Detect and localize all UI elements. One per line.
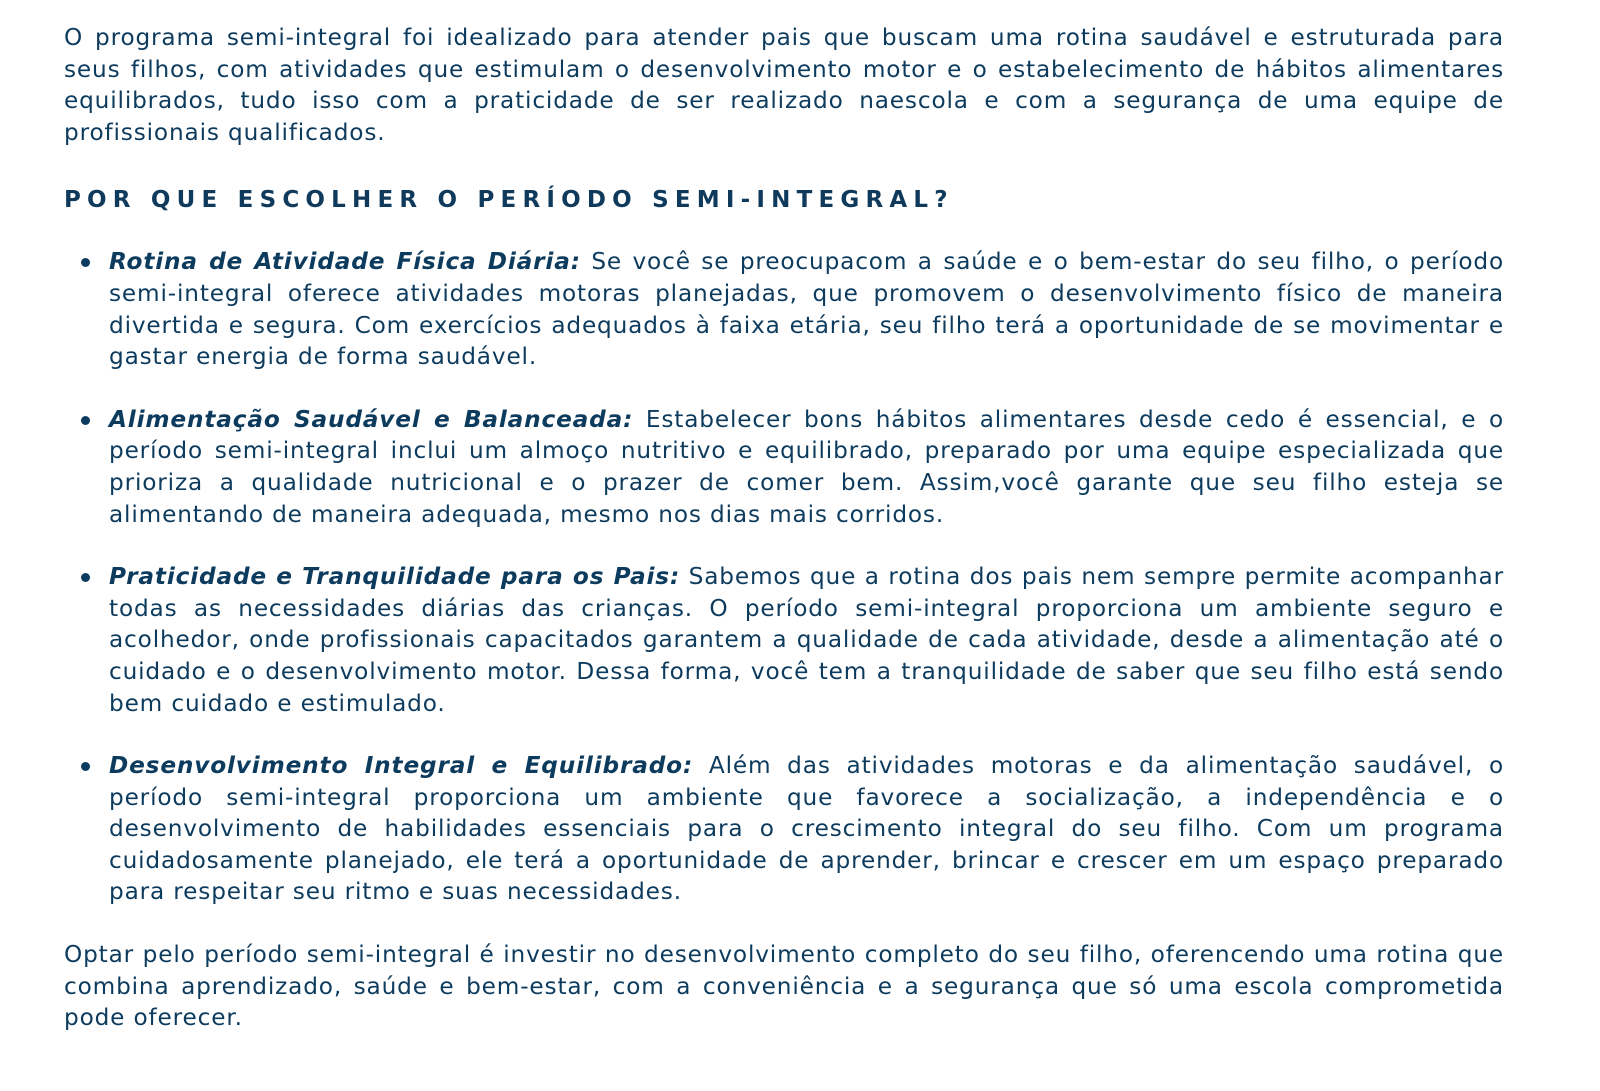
list-item-title: Praticidade e Tranquilidade para os Pais: bbox=[109, 563, 681, 591]
list-item-title: Rotina de Atividade Física Diária: bbox=[109, 248, 581, 276]
list-item bbox=[64, 561, 1504, 719]
list-item-text: Se você se preocupacom a saúde e o bem-estar do seu filho, o período semi-integral oferece atividades motoras planejadas, que promovem o desenvolvimento físico de maneira divertida e segura. Com exercícios adequados à faixa etária, seu filho terá a oportunidade de se movimentar e gastar energia de forma saudável. bbox=[109, 248, 1505, 371]
bullet-icon bbox=[81, 762, 90, 771]
list-item-text: Sabemos que a rotina dos pais nem sempre permite acompanhar todas as necessidades diárias das crianças. O período semi-integral proporciona um ambiente seguro e acolhedor, onde profissionais capacitados garantem a qualidade de cada atividade, desde a alimentação até o cuidado e o desenvolvimento motor. Dessa forma, você tem a tranquilidade de saber que seu filho está sendo bem cuidado e estimulado. bbox=[109, 563, 1504, 717]
bullet-icon bbox=[81, 573, 90, 582]
list-item-title: Alimentação Saudável e Balanceada: bbox=[109, 405, 634, 433]
closing-paragraph: Optar pelo período semi-integral é investir no desenvolvimento completo do seu filho, oferencendo uma rotina que combina aprendizado, saúde e bem-estar, com a conveniência e a segurança que só uma escola comprometida pode oferecer. bbox=[64, 941, 1504, 1032]
list-item-text: Além das atividades motoras e da alimentação saudável, o período semi-integral proporciona um ambiente que favorece a socialização, a independência e o desenvolvimento de habilidades essenciais para o crescimento integral do seu filho. Com um programa cuidadosamente planejado, ele terá a oportunidade de aprender, brincar e crescer em um espaço preparado para respeitar seu ritmo e suas necessidades. bbox=[109, 752, 1504, 906]
section-heading: POR QUE ESCOLHER O PERÍODO SEMI-INTEGRAL? bbox=[64, 187, 954, 214]
list-item bbox=[64, 404, 1504, 530]
list-item bbox=[64, 750, 1504, 908]
list-item bbox=[64, 246, 1504, 372]
list-item-text: Estabelecer bons hábitos alimentares desde cedo é essencial, e o período semi-integral inclui um almoço nutritivo e equilibrado, preparado por uma equipe especializada que prioriza a qualidade nutricional e o prazer de comer bem. Assim,você garante que seu filho esteja se alimentando de maneira adequada, mesmo nos dias mais corridos. bbox=[109, 405, 1504, 528]
list-item-title: Desenvolvimento Integral e Equilibrado: bbox=[109, 752, 694, 780]
bullet-icon bbox=[81, 258, 90, 267]
document-page bbox=[64, 22, 1504, 1034]
bullet-icon bbox=[81, 416, 90, 425]
intro-paragraph: O programa semi-integral foi idealizado para atender pais que buscam uma rotina saudável e estruturada para seus filhos, com atividades que estimulam o desenvolvimento motor e o estabelecimento de hábitos alimentares equilibrados, tudo isso com a praticidade de ser realizado naescola e com a segurança de uma equipe de profissionais qualificados. bbox=[64, 24, 1504, 146]
benefits-list bbox=[64, 246, 1504, 908]
